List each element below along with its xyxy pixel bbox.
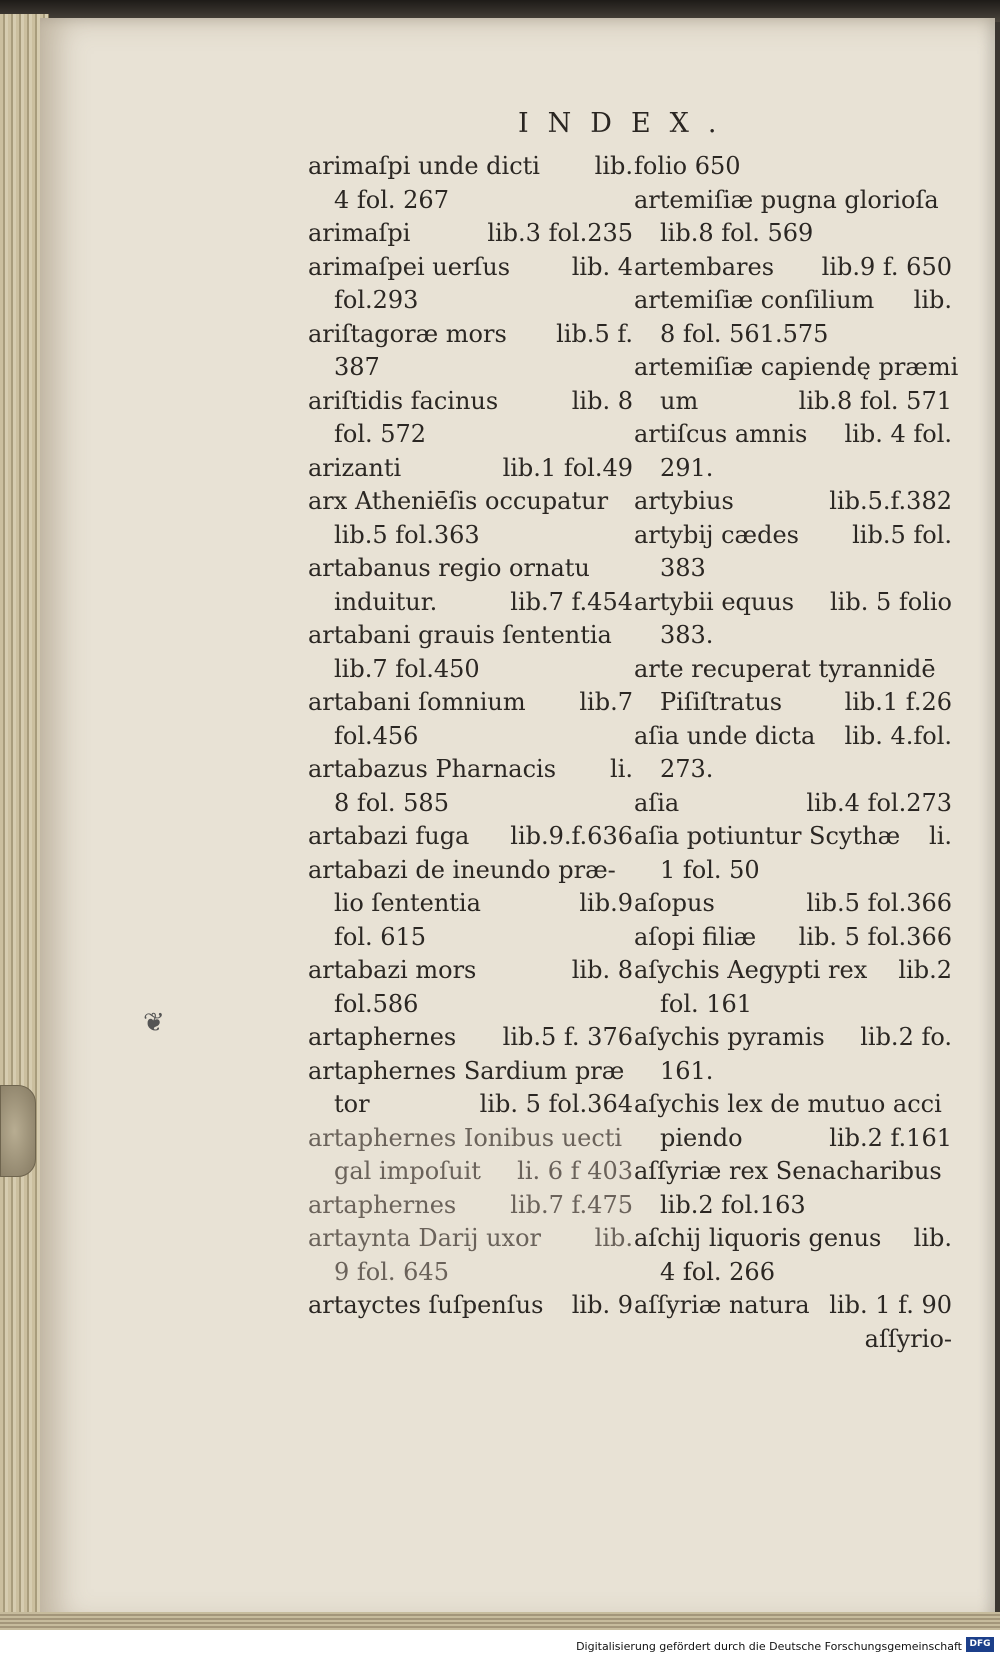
entry-text: ariſtagoræ mors [308, 319, 507, 348]
entry-text: aſſyriæ natura [634, 1291, 810, 1319]
entry-text: 4 fol. 266 [660, 1257, 775, 1286]
entry-text: aſopus [634, 889, 715, 917]
entry-text: artaynta Darij uxor [308, 1224, 542, 1252]
entry-text: folio 650 [634, 152, 741, 180]
index-entry-line [634, 1222, 952, 1256]
entry-text: aſychis lex de mutuo acci [634, 1090, 942, 1118]
entry-text: lib.7 fol.450 [334, 654, 480, 683]
entry-reference: lib. [594, 1224, 633, 1252]
entry-text: 383. [660, 621, 714, 649]
index-entry-line [634, 217, 952, 251]
index-entry-line [634, 519, 952, 553]
entry-reference: lib. 4 fol. [844, 420, 952, 448]
entry-text: artaphernes Sardium præ [308, 1056, 625, 1085]
entry-text: aſchij liquoris genus [634, 1224, 882, 1252]
index-entry-line [634, 1256, 952, 1290]
entry-reference: lib.5 fol. [852, 520, 952, 549]
entry-text: 291. [660, 453, 714, 482]
index-entry-line [308, 753, 633, 787]
entry-text: um [660, 386, 699, 415]
entry-reference: lib.5.f.382 [829, 487, 952, 515]
entry-text: artabazi mors [308, 956, 477, 984]
entry-text: aſſyriæ rex Senacharibus [634, 1157, 942, 1185]
index-entry-line [634, 720, 952, 754]
index-entry-line [308, 854, 633, 888]
entry-text: 8 fol. 561.575 [660, 319, 829, 348]
entry-text: artabanus regio ornatu [308, 554, 590, 582]
entry-reference: lib. 8 [571, 386, 633, 415]
index-entry-line [634, 452, 952, 486]
index-entry-line [308, 150, 633, 184]
book-bottom-edge [0, 1612, 1000, 1630]
entry-text: artemiſiæ capiendę præmi [634, 353, 959, 381]
index-entry-line [634, 954, 952, 988]
entry-text: arimaſpi [308, 219, 411, 247]
entry-text: artiſcus amnis [634, 420, 808, 448]
entry-reference: lib.1 fol.49 [502, 453, 633, 482]
index-entry-line [634, 921, 952, 955]
index-entry-line [634, 1055, 952, 1089]
entry-reference: li. [929, 822, 952, 850]
entry-text: arte recuperat tyrannidē [634, 654, 936, 683]
entry-text: artabazi fuga [308, 822, 470, 850]
entry-text: aſychis pyramis [634, 1023, 825, 1051]
entry-reference: li. 6 f 403 [517, 1157, 633, 1185]
index-entry-line [308, 1155, 633, 1189]
entry-reference: lib.4 fol.273 [806, 788, 952, 817]
index-entry-line [308, 1222, 633, 1256]
index-entry-line [634, 150, 952, 184]
entry-reference: lib.3 fol.235 [487, 219, 633, 247]
entry-reference: aſſyrio- [864, 1324, 952, 1353]
entry-reference: lib.9.f.636 [510, 822, 633, 850]
entry-text: artabazus Pharnacis [308, 755, 557, 783]
entry-text: aſia unde dicta [634, 721, 816, 750]
index-entry-line [634, 1323, 952, 1357]
funding-credit: Digitalisierung gefördert durch die Deutsche Forschungsgemeinschaft [576, 1640, 962, 1653]
entry-reference: lib. [594, 152, 633, 180]
entry-text: artaphernes [308, 1190, 457, 1219]
entry-text: artabazi de ineundo præ- [308, 855, 616, 884]
index-entry-line [308, 988, 633, 1022]
index-entry-line [634, 586, 952, 620]
entry-reference: lib. 4 [571, 252, 633, 281]
entry-reference: lib. 5 fol.366 [798, 922, 952, 951]
index-entry-line [308, 653, 633, 687]
entry-reference: lib.2 f.161 [829, 1123, 952, 1152]
entry-reference: lib.2 [898, 956, 952, 984]
entry-text: fol. 161 [660, 989, 753, 1018]
entry-text: artabani grauis ſententia [308, 621, 612, 649]
index-entry-line [308, 351, 633, 385]
index-entry-line [308, 787, 633, 821]
entry-text: piendo [660, 1123, 743, 1152]
index-column-left [308, 150, 633, 1323]
index-entry-line [308, 1021, 633, 1055]
entry-text: fol.293 [334, 286, 419, 314]
entry-reference: lib. 5 folio [829, 587, 952, 616]
index-entry-line [634, 351, 959, 385]
index-entry-line [308, 887, 633, 921]
index-entry-line [308, 1055, 633, 1089]
index-entry-line [634, 552, 952, 586]
index-entry-line [634, 1088, 952, 1122]
entry-text: fol. 572 [334, 420, 427, 448]
entry-text: artemiſiæ conſilium [634, 286, 875, 314]
index-entry-line [308, 385, 633, 419]
index-entry-line [308, 1289, 633, 1323]
index-entry-line [634, 251, 952, 285]
entry-text: artaphernes [308, 1023, 457, 1051]
printer-ornament-icon: ❦ [143, 1008, 165, 1038]
entry-reference: lib. [913, 1224, 952, 1252]
index-entry-line [308, 485, 633, 519]
index-entry-line [308, 1122, 633, 1156]
index-entry-line [308, 586, 633, 620]
entry-reference: lib.1 f.26 [844, 688, 952, 716]
entry-text: lib.8 fol. 569 [660, 219, 814, 247]
entry-text: artayctes ſuſpenſus [308, 1291, 544, 1319]
entry-text: lib.2 fol.163 [660, 1190, 806, 1219]
entry-reference: lib.7 f.454 [510, 587, 633, 616]
index-entry-line [308, 921, 633, 955]
entry-text: artaphernes Ionibus uecti [308, 1123, 623, 1152]
entry-reference: lib. 9 [571, 1291, 633, 1319]
index-entry-line [308, 686, 633, 720]
entry-text: aſychis Aegypti rex [634, 956, 868, 984]
entry-text: induitur. [334, 587, 438, 616]
entry-text: gal impoſuit [334, 1157, 481, 1185]
index-entry-line [634, 820, 952, 854]
entry-text: artybius [634, 487, 734, 515]
index-entry-line [634, 787, 952, 821]
entry-text: aſia [634, 788, 680, 817]
entry-text: 383 [660, 554, 706, 582]
index-entry-line [308, 720, 633, 754]
entry-text: fol.456 [334, 721, 419, 750]
index-entry-line [634, 284, 952, 318]
index-column-right [634, 150, 959, 1356]
index-entry-line [634, 619, 952, 653]
index-heading: INDEX. [518, 108, 736, 139]
entry-text: Piſiſtratus [660, 688, 783, 716]
entry-reference: lib.9 [579, 889, 633, 917]
index-entry-line [634, 385, 952, 419]
entry-text: artemiſiæ pugna glorioſa [634, 185, 939, 214]
entry-reference: lib. 8 [571, 956, 633, 984]
index-entry-line [634, 1189, 952, 1223]
entry-reference: lib. 4.fol. [844, 721, 952, 750]
index-entry-line [308, 954, 633, 988]
entry-text: artybij cædes [634, 520, 799, 549]
entry-text: ariſtidis facinus [308, 386, 499, 415]
entry-text: 9 fol. 645 [334, 1257, 449, 1286]
entry-text: 387 [334, 353, 380, 381]
index-entry-line [634, 753, 952, 787]
entry-text: arizanti [308, 453, 402, 482]
entry-reference: lib.7 f.475 [510, 1190, 633, 1219]
entry-text: aſopi filiæ [634, 922, 757, 951]
index-entry-line [308, 184, 633, 218]
index-entry-line [308, 1088, 633, 1122]
entry-text: lio ſententia [334, 889, 481, 917]
index-entry-line [308, 1189, 633, 1223]
entry-text: tor [334, 1090, 370, 1118]
index-entry-line [308, 217, 633, 251]
index-entry-line [308, 418, 633, 452]
index-entry-line [634, 686, 952, 720]
entry-text: artabani ſomnium [308, 688, 526, 716]
entry-text: 4 fol. 267 [334, 185, 449, 214]
entry-reference: lib.5 fol.366 [806, 889, 952, 917]
entry-reference: lib.7 [579, 688, 633, 716]
entry-reference: lib. [913, 286, 952, 314]
entry-text: artembares [634, 252, 775, 281]
entry-text: arimaſpei uerſus [308, 252, 511, 281]
index-entry-line [634, 1289, 952, 1323]
index-entry-line [634, 184, 952, 218]
index-entry-line [634, 1122, 952, 1156]
index-entry-line [634, 1021, 952, 1055]
book-clasp [0, 1085, 36, 1177]
entry-reference: lib. 1 f. 90 [829, 1291, 952, 1319]
index-entry-line [308, 519, 633, 553]
entry-reference: lib.2 fo. [860, 1023, 952, 1051]
entry-text: fol.586 [334, 989, 419, 1018]
index-entry-line [634, 653, 952, 687]
entry-text: fol. 615 [334, 922, 427, 951]
dfg-logo: DFG [966, 1637, 994, 1652]
index-entry-line [308, 552, 633, 586]
entry-reference: lib.9 f. 650 [821, 252, 952, 281]
entry-text: 1 fol. 50 [660, 855, 760, 884]
entry-reference: li. [610, 755, 633, 783]
index-entry-line [308, 820, 633, 854]
index-entry-line [634, 485, 952, 519]
entry-text: artybii equus [634, 587, 795, 616]
index-entry-line [308, 452, 633, 486]
index-entry-line [634, 1155, 952, 1189]
entry-reference: lib.5 f. [556, 319, 633, 348]
entry-text: 8 fol. 585 [334, 788, 449, 817]
index-entry-line [634, 887, 952, 921]
index-entry-line [634, 318, 952, 352]
index-entry-line [308, 284, 633, 318]
index-entry-line [634, 988, 952, 1022]
entry-reference: lib.5 f. 376 [502, 1023, 633, 1051]
entry-reference: lib.8 fol. 571 [798, 386, 952, 415]
entry-text: arx Atheniēſis occupatur [308, 487, 609, 515]
index-entry-line [308, 251, 633, 285]
index-entry-line [308, 1256, 633, 1290]
entry-reference: lib. 5 fol.364 [479, 1090, 633, 1118]
index-entry-line [634, 418, 952, 452]
index-entry-line [308, 318, 633, 352]
entry-text: aſia potiuntur Scythæ [634, 822, 901, 850]
entry-text: lib.5 fol.363 [334, 520, 480, 549]
index-entry-line [308, 619, 633, 653]
entry-text: 273. [660, 755, 714, 783]
entry-text: arimaſpi unde dicti [308, 152, 540, 180]
index-entry-line [634, 854, 952, 888]
entry-text: 161. [660, 1056, 714, 1085]
